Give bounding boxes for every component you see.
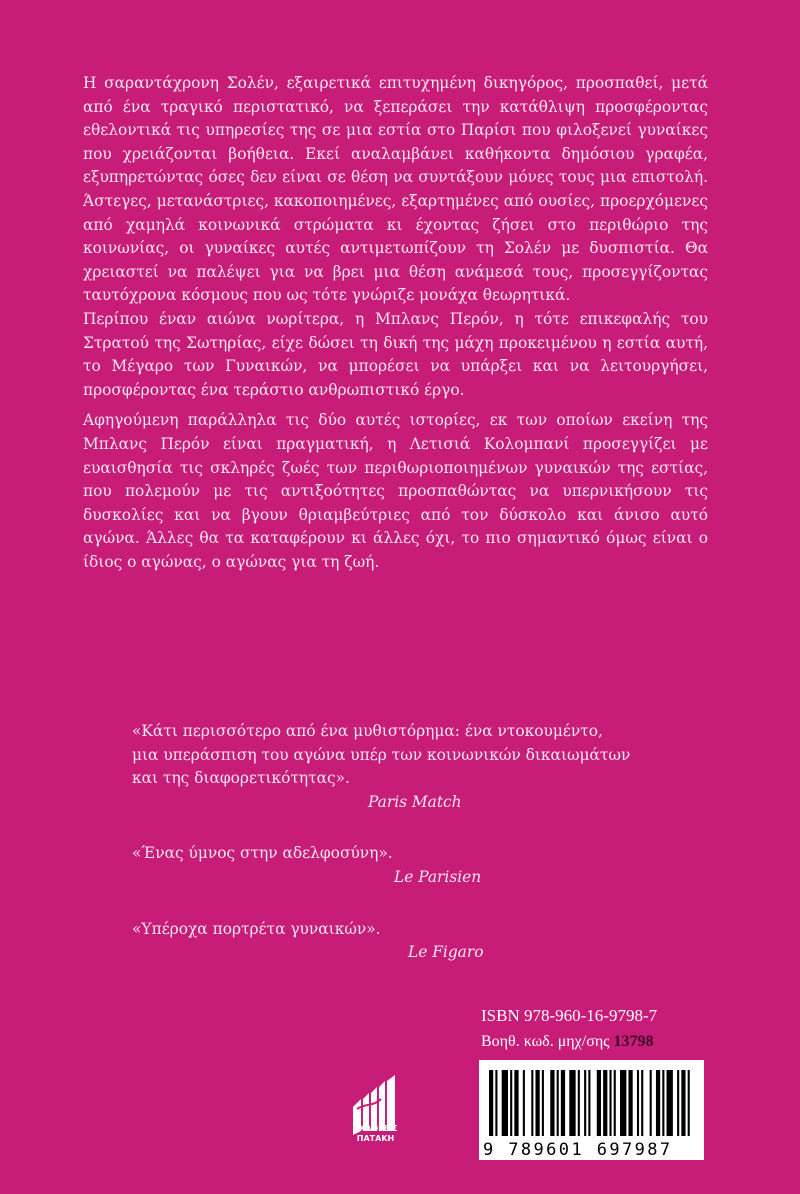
- quote-line: μια υπεράσπιση του αγώνα υπέρ των κοινωνικών δικαιωμάτων: [132, 745, 631, 764]
- quote-source: Le Figaro: [408, 943, 484, 962]
- press-quote: [132, 918, 692, 965]
- aux-code-label: Βοηθ. κωδ. μηχ/σης: [481, 1033, 610, 1050]
- publisher-line-2: ΠΑΤΑΚΗ: [356, 1134, 395, 1143]
- back-cover-blurb: [83, 72, 708, 574]
- barcode: [479, 1060, 704, 1160]
- quote-line: «Κάτι περισσότερο από ένα μυθιστόρημα: ένα ντοκουμέντο,: [132, 722, 603, 740]
- press-quote: [132, 720, 692, 814]
- barcode-bars: [489, 1070, 694, 1142]
- barcode-digits: 9 789601 697987: [483, 1140, 700, 1160]
- blurb-paragraph-1: Η σαραντάχρονη Σολέν, εξαιρετικά επιτυχημένη δικηγόρος, προσπαθεί, μετά από ένα τραγικό περιστατικό, να ξεπεράσει την κατάθλιψη προσφέροντας εθελοντικά τις υπηρεσίες της σε μια εστία στο Παρίσι που φιλοξενεί γυναίκες που χρειάζονται βοήθεια. Εκεί αναλαμβάνει καθήκοντα δημόσιου γραφέα, εξυπηρετώντας όσες δεν είναι σε θέση να συντάξουν μόνες τους μια επιστολή. Άστεγες, μετανάστριες, κακοποιημένες, εξαρτημένες από ουσίες, προερχόμενες από χαμηλά κοινωνικά στρώματα κι έχοντας ζήσει στο περιθώριο της κοινωνίας, οι γυναίκες αυτές αντιμετωπίζουν τη Σολέν με δυσπιστία. Θα χρειαστεί να παλέψει για να βρει μια θέση ανάμεσά τους, προσεγγίζοντας ταυτόχρονα κόσμους που ως τότε γνώριζε μονάχα θεωρητικά.: [83, 74, 708, 305]
- aux-code-number: 13798: [613, 1033, 654, 1050]
- blurb-paragraph-3: Αφηγούμενη παράλληλα τις δύο αυτές ιστορίες, εκ των οποίων εκείνη της Μπλανς Περόν είναι πραγματική, η Λετισιά Κολομπανί προσεγγίζει με ευαισθησία τις σκληρές ζωές των περιθωριοποιημένων γυναικών της εστίας, που πολεμούν με τις αντιξοότητες προσπαθώντας να υπερνικήσουν τις δυσκολίες και να βγουν θριαμβεύτριες από τον δύσκολο και άνισο αυτό αγώνα. Άλλες θα τα καταφέρουν κι άλλες όχι, το πιο σημαντικό όμως είναι ο ίδιος ο αγώνας, ο αγώνας για τη ζωή.: [83, 411, 708, 571]
- quote-source: Le Parisien: [394, 867, 482, 886]
- press-quotes: [132, 720, 692, 965]
- quote-source: Paris Match: [368, 792, 462, 811]
- publisher-name: [338, 1124, 413, 1144]
- quote-line: «Ένας ύμνος στην αδελφοσύνη».: [132, 844, 393, 863]
- quote-line: «Υπέροχα πορτρέτα γυναικών».: [132, 919, 381, 938]
- isbn-text: ISBN 978-960-16-9798-7: [481, 1006, 658, 1025]
- publisher-line-1: ΕΚΔΟΣΕΙΣ: [353, 1124, 398, 1133]
- press-quote: [132, 842, 692, 889]
- quote-line: και της διαφορετικότητας».: [132, 769, 350, 788]
- blurb-paragraph-2: Περίπου έναν αιώνα νωρίτερα, η Μπλανς Περόν, η τότε επικεφαλής του Στρατού της Σωτηρίας, είχε δώσει τη δική της μάχη προκειμένου η εστία αυτή, το Μέγαρο των Γυναικών, να μπορέσει να υπάρξει και να λειτουργήσει, προσφέροντας ένα τεράστιο ανθρωπιστικό έργο.: [83, 309, 708, 399]
- aux-code-line: [481, 1031, 654, 1053]
